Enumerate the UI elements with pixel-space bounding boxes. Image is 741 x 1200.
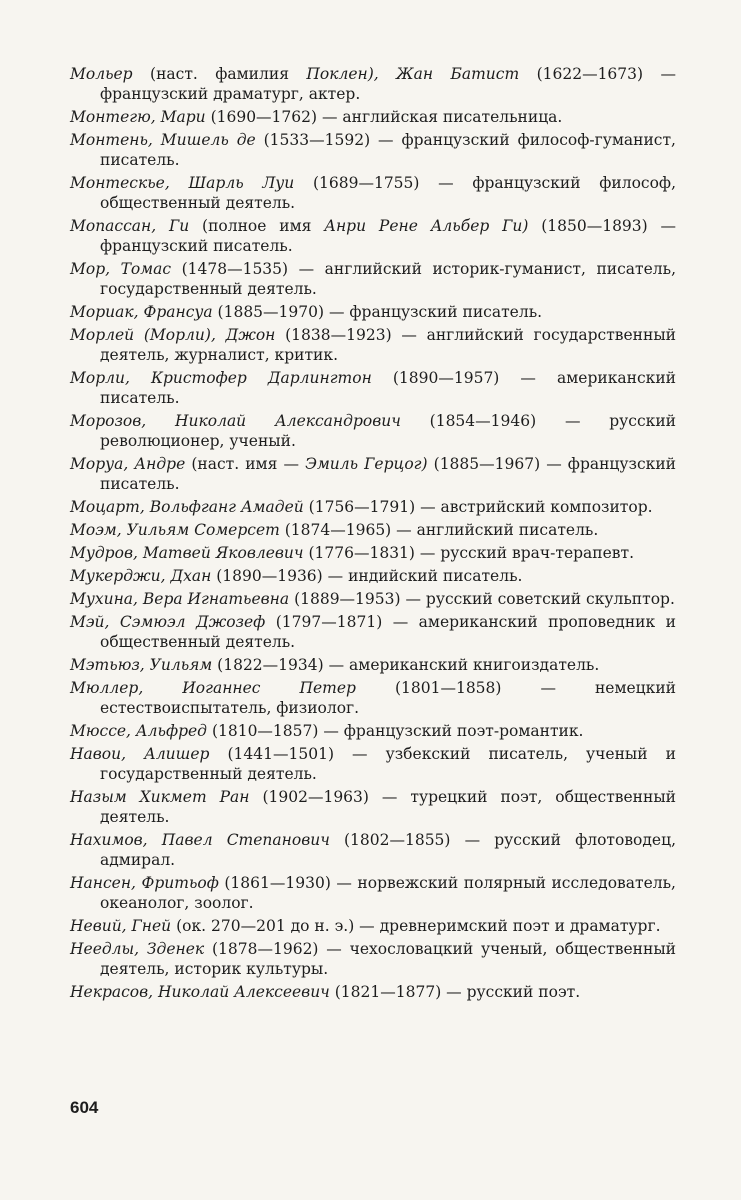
entry (70, 64, 676, 104)
entry-name: Монтень, Мишель де (70, 131, 256, 149)
entry (70, 787, 676, 827)
entry-name: Моруа, Андре (70, 455, 186, 473)
entry (70, 830, 676, 870)
entry-name: Мольер (70, 65, 133, 83)
entry-description: (1441—1501) — узбекский писатель, ученый и государственный деятель. (100, 745, 676, 783)
entry-name: Мор, Томас (70, 260, 172, 278)
entry-description: (1756—1791) — австрийский композитор. (303, 498, 653, 516)
entry (70, 107, 676, 127)
entry-name: Некрасов, Николай Алексеевич (70, 983, 330, 1001)
entry-description: (1821—1877) — русский поэт. (329, 983, 581, 1001)
entry (70, 655, 676, 675)
entry (70, 543, 676, 563)
entry-description: (1810—1857) — французский поэт-романтик. (207, 722, 584, 740)
entry-alias-prefix: (наст. фамилия (132, 65, 307, 83)
entry (70, 454, 676, 494)
entry-description: (1797—1871) — американский проповедник и общественный деятель. (100, 613, 676, 651)
entry (70, 368, 676, 408)
entry-alias: Эмиль Герцог) (305, 455, 428, 473)
entry-description: (ок. 270—201 до н. э.) — древнеримский поэт и драматург. (171, 917, 661, 935)
entry-description: (1878—1962) — чехословацкий ученый, общественный деятель, историк культуры. (100, 940, 676, 978)
entry (70, 497, 676, 517)
entry (70, 130, 676, 170)
entry-description: (1478—1535) — английский историк-гуманист, писатель, государственный деятель. (100, 260, 677, 298)
entry (70, 873, 676, 913)
entry-name: Нахимов, Павел Степанович (70, 831, 330, 849)
entry-name: Мориак, Франсуа (70, 303, 213, 321)
entry-name: Монтескье, Шарль Луи (70, 174, 295, 192)
entry-alias-prefix: (наст. имя — (185, 455, 306, 473)
entry-name: Монтегю, Мари (70, 108, 206, 126)
entry (70, 566, 676, 586)
entry-name: Моцарт, Вольфганг Амадей (70, 498, 304, 516)
entry-description: (1890—1936) — индийский писатель. (211, 567, 523, 585)
entry-name: Мудров, Матвей Яковлевич (70, 544, 304, 562)
entry-name: Мэй, Сэмюэл Джозеф (70, 613, 266, 631)
entry (70, 173, 676, 213)
entry-alias-prefix: (полное имя (189, 217, 325, 235)
entry-description: (1885—1970) — французский писатель. (212, 303, 543, 321)
entry-name: Мукерджи, Дхан (70, 567, 212, 585)
entry-description: (1533—1592) — французский философ-гуманист, писатель. (100, 131, 676, 169)
entry-name: Мухина, Вера Игнатьевна (70, 590, 290, 608)
entry-description: (1861—1930) — норвежский полярный исследователь, океанолог, зоолог. (100, 874, 676, 912)
entry (70, 982, 676, 1002)
entry (70, 721, 676, 741)
entry-description: (1850—1893) — французский писатель. (100, 217, 677, 255)
entry-description: (1690—1762) — английская писательница. (205, 108, 563, 126)
entry-alias: Поклен), (306, 65, 379, 83)
entry-name: Морли, Кристофер Дарлингтон (70, 369, 372, 387)
entry-alias: Анри Рене Альбер Ги) (324, 217, 529, 235)
entry-description: (1622—1673) — французский драматург, актер. (100, 65, 676, 103)
entry-name: Моэм, Уильям Сомерсет (70, 521, 280, 539)
entry-description: (1838—1923) — английский государственный деятель, журналист, критик. (100, 326, 676, 364)
entry (70, 259, 676, 299)
entry-description: (1776—1831) — русский врач-терапевт. (303, 544, 635, 562)
entry-description: (1902—1963) — турецкий поэт, общественный деятель. (100, 788, 676, 826)
entry-name: Морозов, Николай Александрович (70, 412, 401, 430)
entry-description: (1802—1855) — русский флотоводец, адмирал. (100, 831, 676, 869)
entry-name: Назым Хикмет Ран (70, 788, 250, 806)
entry-name: Навои, Алишер (70, 745, 210, 763)
entry (70, 612, 676, 652)
entry-name: Морлей (Морли), Джон (70, 326, 276, 344)
entry-description: (1822—1934) — американский книгоиздатель. (212, 656, 600, 674)
entry-name: Мэтьюз, Уильям (70, 656, 213, 674)
entry-description: (1801—1858) — немецкий естествоиспытатель, физиолог. (100, 679, 677, 717)
entry-name: Нансен, Фритьоф (70, 874, 219, 892)
entry-name: Невий, Гней (70, 917, 172, 935)
entry-name: Мопассан, Ги (70, 217, 190, 235)
entry-name: Мюссе, Альфред (70, 722, 208, 740)
page-number: 604 (70, 1098, 99, 1117)
entry (70, 589, 676, 609)
entry (70, 916, 676, 936)
entry (70, 939, 676, 979)
entry (70, 744, 676, 784)
entry (70, 325, 676, 365)
entry (70, 411, 676, 451)
entry-description: (1689—1755) — французский философ, общественный деятель. (100, 174, 676, 212)
entry-name: Мюллер, Иоганнес Петер (70, 679, 356, 697)
entry-description: (1889—1953) — русский советский скульптор. (289, 590, 675, 608)
entry-description: (1854—1946) — русский революционер, ученый. (100, 412, 676, 450)
entry (70, 302, 676, 322)
entry-description: (1874—1965) — английский писатель. (279, 521, 599, 539)
entry-description: (1890—1957) — американский писатель. (100, 369, 677, 407)
entry (70, 216, 676, 256)
entry-list (70, 64, 676, 1005)
entry (70, 678, 676, 718)
entry-name: Неедлы, Зденек (70, 940, 205, 958)
entry-description: (1885—1967) — французский писатель. (100, 455, 677, 493)
entry (70, 520, 676, 540)
entry-name-continued: Жан Батист (378, 65, 520, 83)
